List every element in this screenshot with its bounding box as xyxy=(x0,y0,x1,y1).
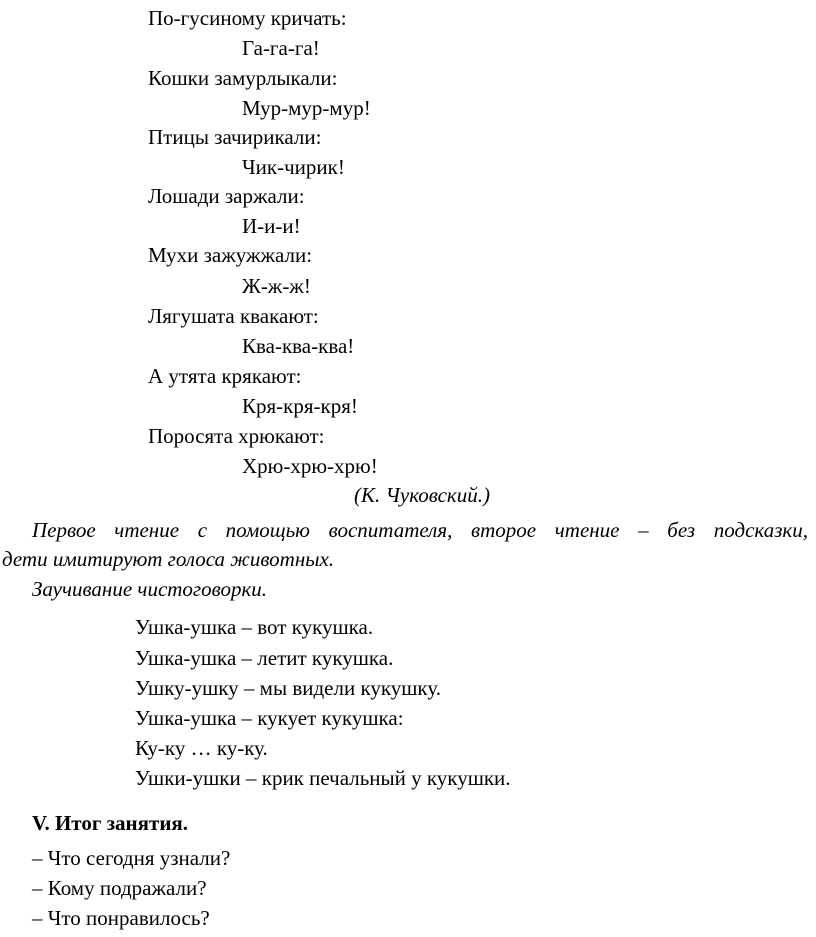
poem-speaker-line: Лошади заржали: xyxy=(148,184,305,208)
poem-sound-line: Чик-чирик! xyxy=(242,155,345,179)
memorization-heading: Заучивание чистоговорки. xyxy=(32,577,268,601)
instruction-line-2: дети имитируют голоса животных. xyxy=(2,547,335,571)
poem-sound-line: Кря-кря-кря! xyxy=(242,394,358,418)
poem-speaker-line: Поросята хрюкают: xyxy=(148,424,325,448)
poem-sound-line: Ква-ква-ква! xyxy=(242,334,355,358)
poem-speaker-line: Кошки замурлыкали: xyxy=(148,66,338,90)
twister-line: Ушка-ушка – летит кукушка. xyxy=(135,646,394,670)
question-line: – Кому подражали? xyxy=(32,876,207,900)
poem-sound-line: Мур-мур-мур! xyxy=(242,96,371,120)
poem-sound-line: И-и-и! xyxy=(242,214,301,238)
twister-line: Ушки-ушки – крик печальный у кукушки. xyxy=(135,766,511,790)
twister-line: Ушка-ушка – кукует кукушка: xyxy=(135,706,404,730)
poem-speaker-line: Мухи зажужжали: xyxy=(148,243,313,267)
question-line: – Что понравилось? xyxy=(32,906,210,930)
poem-sound-line: Ж-ж-ж! xyxy=(242,274,311,298)
instruction-line-1: Первое чтение с помощью воспитателя, второе чтение – без подсказки, xyxy=(32,518,808,542)
section-title: V. Итог занятия. xyxy=(32,811,189,835)
question-line: – Что сегодня узнали? xyxy=(32,846,231,870)
poem-speaker-line: А утята крякают: xyxy=(148,364,302,388)
twister-line: Ушка-ушка – вот кукушка. xyxy=(135,615,374,639)
poem-sound-line: Га-га-га! xyxy=(242,36,320,60)
twister-line: Ушку-ушку – мы видели кукушку. xyxy=(135,676,441,700)
poem-sound-line: Хрю-хрю-хрю! xyxy=(242,454,378,478)
twister-line: Ку-ку … ку-ку. xyxy=(135,736,268,760)
poem-author: (К. Чуковский.) xyxy=(354,483,490,507)
poem-speaker-line: По-гусиному кричать: xyxy=(148,6,347,30)
poem-speaker-line: Птицы зачирикали: xyxy=(148,125,322,149)
poem-speaker-line: Лягушата квакают: xyxy=(148,304,319,328)
